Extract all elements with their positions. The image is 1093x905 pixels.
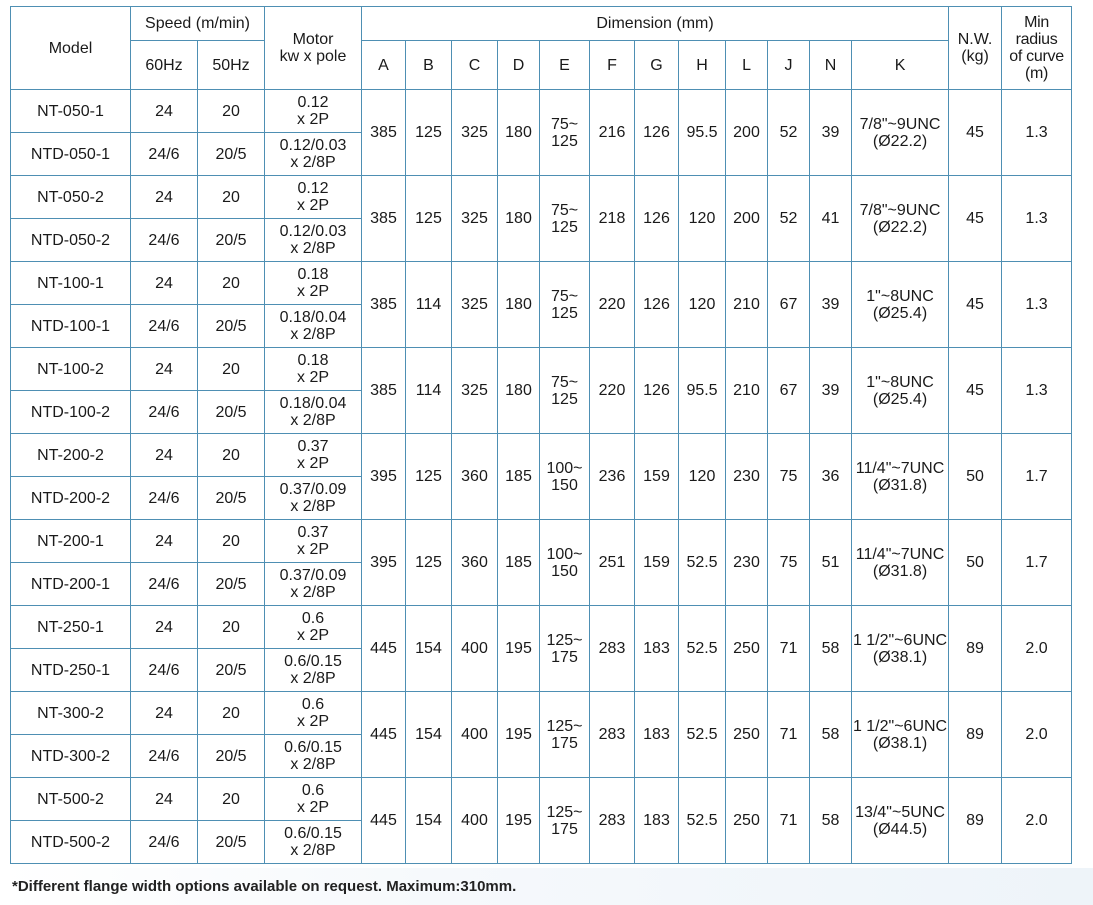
dim-l-cell: 250 xyxy=(726,606,768,692)
min-radius-cell: 2.0 xyxy=(1002,692,1072,778)
speed-60hz-cell: 24/6 xyxy=(131,649,198,692)
speed-60hz-cell: 24/6 xyxy=(131,305,198,348)
min-radius-cell: 2.0 xyxy=(1002,778,1072,864)
hz60-header: 60Hz xyxy=(131,41,198,90)
dim-n-cell: 51 xyxy=(810,520,852,606)
min-radius-header: Min radius of curve (m) xyxy=(1002,7,1072,90)
dim-b-header: B xyxy=(406,41,452,90)
dim-c-cell: 400 xyxy=(452,606,498,692)
dim-j-cell: 75 xyxy=(768,520,810,606)
speed-60hz-cell: 24 xyxy=(131,262,198,305)
dim-a-cell: 445 xyxy=(362,606,406,692)
model-cell: NTD-500-2 xyxy=(11,821,131,864)
dim-e-cell: 75~ 125 xyxy=(540,348,590,434)
table-row xyxy=(11,520,1072,563)
motor-cell: 0.6/0.15 x 2/8P xyxy=(265,735,362,778)
dim-d-cell: 195 xyxy=(498,692,540,778)
dim-f-header: F xyxy=(590,41,635,90)
dim-g-cell: 126 xyxy=(635,176,679,262)
dim-n-cell: 58 xyxy=(810,692,852,778)
speed-header: Speed (m/min) xyxy=(131,7,265,41)
speed-60hz-cell: 24/6 xyxy=(131,735,198,778)
speed-50hz-cell: 20/5 xyxy=(198,477,265,520)
table-row xyxy=(11,262,1072,305)
dim-a-cell: 395 xyxy=(362,434,406,520)
dim-k-cell: 7/8"~9UNC (Ø22.2) xyxy=(852,90,949,176)
min-radius-cell: 1.7 xyxy=(1002,434,1072,520)
speed-50hz-cell: 20 xyxy=(198,348,265,391)
dim-j-cell: 71 xyxy=(768,778,810,864)
table-row xyxy=(11,778,1072,821)
dim-l-cell: 200 xyxy=(726,176,768,262)
motor-cell: 0.6 x 2P xyxy=(265,606,362,649)
dim-e-cell: 125~ 175 xyxy=(540,692,590,778)
nw-cell: 45 xyxy=(949,176,1002,262)
dim-l-cell: 210 xyxy=(726,348,768,434)
speed-50hz-cell: 20 xyxy=(198,90,265,133)
model-cell: NT-050-1 xyxy=(11,90,131,133)
motor-cell: 0.6/0.15 x 2/8P xyxy=(265,821,362,864)
model-cell: NT-200-2 xyxy=(11,434,131,477)
dim-f-cell: 283 xyxy=(590,606,635,692)
dim-j-cell: 71 xyxy=(768,606,810,692)
motor-cell: 0.18 x 2P xyxy=(265,348,362,391)
dim-g-cell: 183 xyxy=(635,606,679,692)
dim-h-cell: 52.5 xyxy=(679,778,726,864)
nw-cell: 89 xyxy=(949,778,1002,864)
speed-60hz-cell: 24/6 xyxy=(131,133,198,176)
dim-d-cell: 180 xyxy=(498,90,540,176)
model-header: Model xyxy=(11,7,131,90)
dim-h-cell: 120 xyxy=(679,262,726,348)
motor-header: Motor kw x pole xyxy=(265,7,362,90)
dim-j-header: J xyxy=(768,41,810,90)
dim-n-cell: 39 xyxy=(810,262,852,348)
spec-table xyxy=(10,6,1072,864)
table-row xyxy=(11,176,1072,219)
dim-g-cell: 126 xyxy=(635,90,679,176)
nw-cell: 89 xyxy=(949,606,1002,692)
dim-f-cell: 283 xyxy=(590,778,635,864)
dim-a-cell: 385 xyxy=(362,348,406,434)
dim-n-header: N xyxy=(810,41,852,90)
dim-e-cell: 100~ 150 xyxy=(540,520,590,606)
dim-h-cell: 120 xyxy=(679,434,726,520)
motor-cell: 0.12 x 2P xyxy=(265,176,362,219)
dim-f-cell: 216 xyxy=(590,90,635,176)
dim-a-cell: 385 xyxy=(362,176,406,262)
model-cell: NT-100-2 xyxy=(11,348,131,391)
dim-b-cell: 154 xyxy=(406,606,452,692)
model-cell: NT-500-2 xyxy=(11,778,131,821)
speed-60hz-cell: 24/6 xyxy=(131,391,198,434)
dim-c-cell: 325 xyxy=(452,90,498,176)
model-cell: NTD-200-1 xyxy=(11,563,131,606)
dim-l-cell: 230 xyxy=(726,520,768,606)
dim-a-header: A xyxy=(362,41,406,90)
dim-c-cell: 360 xyxy=(452,520,498,606)
dim-f-cell: 283 xyxy=(590,692,635,778)
dim-n-cell: 58 xyxy=(810,778,852,864)
dim-b-cell: 154 xyxy=(406,692,452,778)
dim-g-cell: 126 xyxy=(635,348,679,434)
motor-cell: 0.12/0.03 x 2/8P xyxy=(265,219,362,262)
dim-e-header: E xyxy=(540,41,590,90)
speed-60hz-cell: 24/6 xyxy=(131,563,198,606)
dim-j-cell: 67 xyxy=(768,262,810,348)
motor-cell: 0.12 x 2P xyxy=(265,90,362,133)
dim-l-cell: 200 xyxy=(726,90,768,176)
dim-a-cell: 445 xyxy=(362,692,406,778)
motor-cell: 0.18/0.04 x 2/8P xyxy=(265,305,362,348)
dim-k-cell: 1 1/2"~6UNC (Ø38.1) xyxy=(852,692,949,778)
table-row xyxy=(11,90,1072,133)
dim-j-cell: 52 xyxy=(768,90,810,176)
dim-h-cell: 52.5 xyxy=(679,520,726,606)
motor-cell: 0.6 x 2P xyxy=(265,692,362,735)
dim-e-cell: 75~ 125 xyxy=(540,176,590,262)
speed-50hz-cell: 20/5 xyxy=(198,219,265,262)
dim-e-cell: 75~ 125 xyxy=(540,262,590,348)
dim-k-cell: 7/8"~9UNC (Ø22.2) xyxy=(852,176,949,262)
dim-k-cell: 1"~8UNC (Ø25.4) xyxy=(852,262,949,348)
min-radius-cell: 1.7 xyxy=(1002,520,1072,606)
dim-j-cell: 71 xyxy=(768,692,810,778)
dim-d-cell: 185 xyxy=(498,434,540,520)
speed-60hz-cell: 24 xyxy=(131,90,198,133)
speed-60hz-cell: 24 xyxy=(131,348,198,391)
dim-l-cell: 250 xyxy=(726,692,768,778)
dim-e-cell: 125~ 175 xyxy=(540,606,590,692)
dim-h-cell: 120 xyxy=(679,176,726,262)
model-cell: NTD-050-1 xyxy=(11,133,131,176)
dim-d-header: D xyxy=(498,41,540,90)
nw-cell: 50 xyxy=(949,520,1002,606)
speed-50hz-cell: 20/5 xyxy=(198,563,265,606)
dim-e-cell: 75~ 125 xyxy=(540,90,590,176)
model-cell: NTD-100-2 xyxy=(11,391,131,434)
model-cell: NTD-250-1 xyxy=(11,649,131,692)
speed-50hz-cell: 20 xyxy=(198,434,265,477)
min-radius-cell: 1.3 xyxy=(1002,262,1072,348)
speed-60hz-cell: 24/6 xyxy=(131,821,198,864)
model-cell: NTD-300-2 xyxy=(11,735,131,778)
dim-j-cell: 52 xyxy=(768,176,810,262)
nw-cell: 45 xyxy=(949,348,1002,434)
dim-h-cell: 52.5 xyxy=(679,606,726,692)
nw-cell: 45 xyxy=(949,90,1002,176)
speed-60hz-cell: 24/6 xyxy=(131,477,198,520)
dim-n-cell: 41 xyxy=(810,176,852,262)
dim-d-cell: 180 xyxy=(498,348,540,434)
speed-50hz-cell: 20/5 xyxy=(198,133,265,176)
dim-a-cell: 385 xyxy=(362,262,406,348)
dim-c-cell: 325 xyxy=(452,262,498,348)
nw-cell: 45 xyxy=(949,262,1002,348)
dim-h-cell: 95.5 xyxy=(679,348,726,434)
dim-d-cell: 180 xyxy=(498,176,540,262)
speed-60hz-cell: 24 xyxy=(131,434,198,477)
min-radius-cell: 1.3 xyxy=(1002,348,1072,434)
speed-50hz-cell: 20/5 xyxy=(198,305,265,348)
min-radius-cell: 2.0 xyxy=(1002,606,1072,692)
speed-60hz-cell: 24 xyxy=(131,520,198,563)
nw-cell: 89 xyxy=(949,692,1002,778)
model-cell: NT-100-1 xyxy=(11,262,131,305)
dim-n-cell: 58 xyxy=(810,606,852,692)
dim-h-cell: 95.5 xyxy=(679,90,726,176)
dim-l-cell: 210 xyxy=(726,262,768,348)
dim-b-cell: 125 xyxy=(406,90,452,176)
motor-cell: 0.37/0.09 x 2/8P xyxy=(265,563,362,606)
motor-cell: 0.37 x 2P xyxy=(265,434,362,477)
model-cell: NTD-100-1 xyxy=(11,305,131,348)
dim-n-cell: 39 xyxy=(810,348,852,434)
motor-cell: 0.6 x 2P xyxy=(265,778,362,821)
dim-h-cell: 52.5 xyxy=(679,692,726,778)
dim-k-cell: 1 1/2"~6UNC (Ø38.1) xyxy=(852,606,949,692)
dim-c-header: C xyxy=(452,41,498,90)
speed-50hz-cell: 20 xyxy=(198,692,265,735)
speed-60hz-cell: 24 xyxy=(131,692,198,735)
speed-50hz-cell: 20 xyxy=(198,520,265,563)
dim-c-cell: 400 xyxy=(452,778,498,864)
dim-f-cell: 251 xyxy=(590,520,635,606)
dim-l-header: L xyxy=(726,41,768,90)
model-cell: NT-300-2 xyxy=(11,692,131,735)
dim-k-cell: 13/4"~5UNC (Ø44.5) xyxy=(852,778,949,864)
speed-50hz-cell: 20/5 xyxy=(198,735,265,778)
dim-a-cell: 445 xyxy=(362,778,406,864)
dim-j-cell: 67 xyxy=(768,348,810,434)
dim-f-cell: 220 xyxy=(590,348,635,434)
model-cell: NT-050-2 xyxy=(11,176,131,219)
dim-c-cell: 400 xyxy=(452,692,498,778)
dim-b-cell: 125 xyxy=(406,520,452,606)
dim-n-cell: 36 xyxy=(810,434,852,520)
dim-g-cell: 126 xyxy=(635,262,679,348)
footnote: *Different flange width options available on request. Maximum:310mm. xyxy=(12,878,517,895)
speed-50hz-cell: 20 xyxy=(198,606,265,649)
dim-f-cell: 220 xyxy=(590,262,635,348)
dim-l-cell: 250 xyxy=(726,778,768,864)
dim-b-cell: 114 xyxy=(406,262,452,348)
dim-g-header: G xyxy=(635,41,679,90)
dim-c-cell: 325 xyxy=(452,348,498,434)
dim-c-cell: 360 xyxy=(452,434,498,520)
dim-n-cell: 39 xyxy=(810,90,852,176)
motor-cell: 0.37/0.09 x 2/8P xyxy=(265,477,362,520)
model-cell: NTD-050-2 xyxy=(11,219,131,262)
model-cell: NT-200-1 xyxy=(11,520,131,563)
dim-h-header: H xyxy=(679,41,726,90)
dim-d-cell: 195 xyxy=(498,778,540,864)
model-cell: NT-250-1 xyxy=(11,606,131,649)
dim-d-cell: 180 xyxy=(498,262,540,348)
dim-k-cell: 11/4"~7UNC (Ø31.8) xyxy=(852,520,949,606)
dim-c-cell: 325 xyxy=(452,176,498,262)
dimension-header: Dimension (mm) xyxy=(362,7,949,41)
table-row xyxy=(11,348,1072,391)
spec-body xyxy=(11,90,1072,864)
table-row xyxy=(11,434,1072,477)
speed-50hz-cell: 20/5 xyxy=(198,649,265,692)
motor-cell: 0.37 x 2P xyxy=(265,520,362,563)
speed-60hz-cell: 24 xyxy=(131,778,198,821)
nw-header: N.W. (kg) xyxy=(949,7,1002,90)
dim-b-cell: 114 xyxy=(406,348,452,434)
dim-a-cell: 385 xyxy=(362,90,406,176)
dim-f-cell: 218 xyxy=(590,176,635,262)
dim-j-cell: 75 xyxy=(768,434,810,520)
speed-60hz-cell: 24 xyxy=(131,176,198,219)
speed-50hz-cell: 20 xyxy=(198,176,265,219)
min-radius-cell: 1.3 xyxy=(1002,176,1072,262)
dim-d-cell: 195 xyxy=(498,606,540,692)
dim-g-cell: 183 xyxy=(635,692,679,778)
dim-f-cell: 236 xyxy=(590,434,635,520)
motor-cell: 0.18/0.04 x 2/8P xyxy=(265,391,362,434)
model-cell: NTD-200-2 xyxy=(11,477,131,520)
dim-k-cell: 11/4"~7UNC (Ø31.8) xyxy=(852,434,949,520)
dim-e-cell: 125~ 175 xyxy=(540,778,590,864)
speed-60hz-cell: 24/6 xyxy=(131,219,198,262)
speed-50hz-cell: 20 xyxy=(198,778,265,821)
motor-cell: 0.18 x 2P xyxy=(265,262,362,305)
table-row xyxy=(11,692,1072,735)
speed-50hz-cell: 20/5 xyxy=(198,821,265,864)
nw-cell: 50 xyxy=(949,434,1002,520)
dim-k-cell: 1"~8UNC (Ø25.4) xyxy=(852,348,949,434)
dim-d-cell: 185 xyxy=(498,520,540,606)
table-row xyxy=(11,606,1072,649)
motor-cell: 0.6/0.15 x 2/8P xyxy=(265,649,362,692)
speed-50hz-cell: 20/5 xyxy=(198,391,265,434)
dim-k-header: K xyxy=(852,41,949,90)
min-radius-cell: 1.3 xyxy=(1002,90,1072,176)
dim-b-cell: 125 xyxy=(406,176,452,262)
dim-e-cell: 100~ 150 xyxy=(540,434,590,520)
dim-a-cell: 395 xyxy=(362,520,406,606)
dim-l-cell: 230 xyxy=(726,434,768,520)
speed-60hz-cell: 24 xyxy=(131,606,198,649)
dim-b-cell: 125 xyxy=(406,434,452,520)
dim-g-cell: 159 xyxy=(635,520,679,606)
speed-50hz-cell: 20 xyxy=(198,262,265,305)
hz50-header: 50Hz xyxy=(198,41,265,90)
dim-g-cell: 159 xyxy=(635,434,679,520)
motor-cell: 0.12/0.03 x 2/8P xyxy=(265,133,362,176)
dim-b-cell: 154 xyxy=(406,778,452,864)
dim-g-cell: 183 xyxy=(635,778,679,864)
